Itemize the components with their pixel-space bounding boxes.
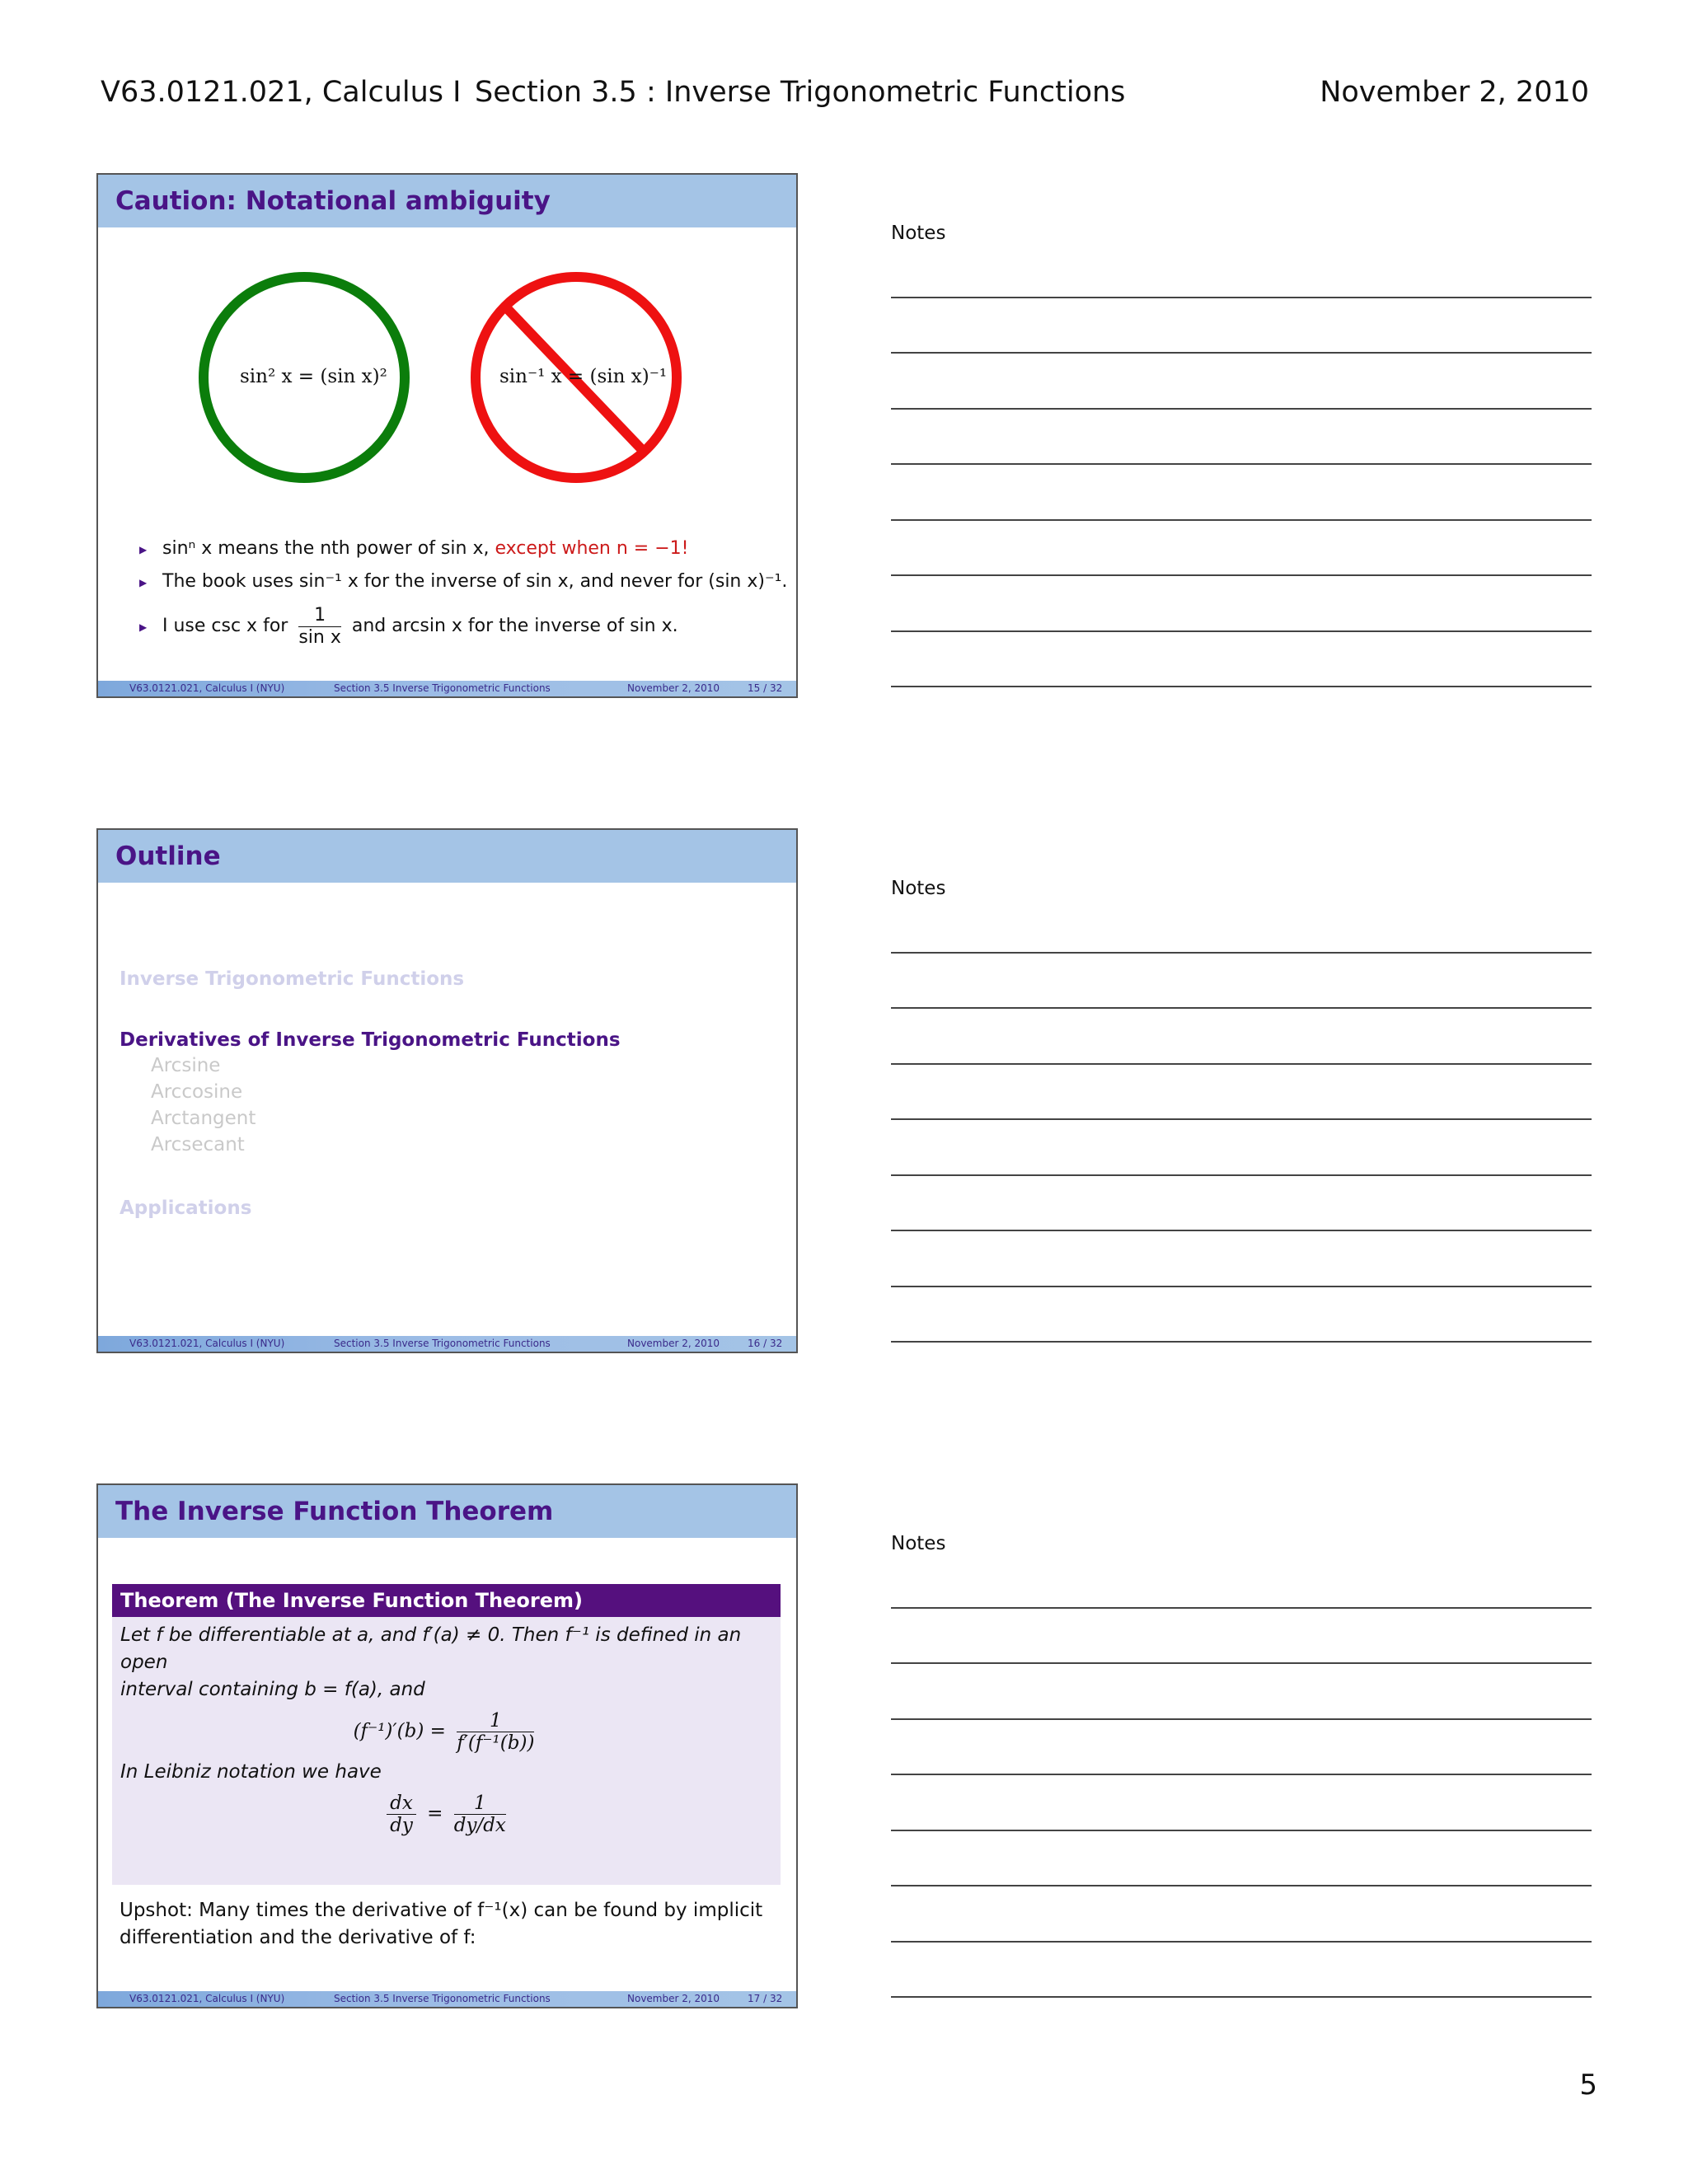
theorem-block [112, 1584, 781, 1885]
footer-course: V63.0121.021, Calculus I (NYU) [129, 682, 285, 694]
notes-line [891, 1118, 1592, 1120]
slide-outline [96, 828, 798, 1353]
equation-lhs: (f⁻¹)′(b) = [353, 1720, 446, 1742]
footer-page-number: 17 / 32 [748, 1993, 783, 2004]
notes-line [891, 1885, 1592, 1886]
footer-course: V63.0121.021, Calculus I (NYU) [129, 1993, 285, 2004]
notes-line [891, 686, 1592, 687]
slide-inverse-function-theorem [96, 1483, 798, 2008]
footer-course: V63.0121.021, Calculus I (NYU) [129, 1338, 285, 1349]
upshot-text [120, 1897, 762, 1952]
page-number: 5 [1579, 2069, 1597, 2102]
theorem-body [112, 1617, 781, 1841]
notes-line [891, 1607, 1592, 1609]
fraction-numerator: 1 [298, 605, 341, 627]
theorem-line: Let f be differentiable at a, and f′(a) ≠ 0. Then f⁻¹ is defined in an open [120, 1624, 742, 1673]
outline-section-applications: Applications [120, 1197, 252, 1219]
fraction-denominator: dy/dx [453, 1815, 506, 1836]
theorem-heading: Theorem (The Inverse Function Theorem) [112, 1584, 781, 1617]
footer-section: Section 3.5 Inverse Trigonometric Functions [334, 1993, 551, 2004]
slide-footer [98, 1991, 796, 2007]
notes-line [891, 1174, 1592, 1176]
slide-title: Outline [98, 830, 796, 883]
footer-section: Section 3.5 Inverse Trigonometric Functions [334, 682, 551, 694]
bullet-book-notation [139, 570, 787, 593]
slide-title: Caution: Notational ambiguity [98, 175, 796, 227]
notes-line [891, 952, 1592, 954]
one-over-dydx-fraction [454, 1793, 506, 1836]
notes-line [891, 297, 1592, 298]
notes-line [891, 1662, 1592, 1664]
footer-section: Section 3.5 Inverse Trigonometric Functions [334, 1338, 551, 1349]
slide-footer [98, 1336, 796, 1352]
notes-line [891, 1718, 1592, 1720]
slide-footer [98, 681, 796, 696]
fraction-denominator: dy [390, 1815, 413, 1836]
header-section: Section 3.5 : Inverse Trigonometric Functions [475, 76, 1126, 109]
equals-sign: = [427, 1802, 443, 1825]
outline-sub-arcsine: Arcsine [151, 1055, 221, 1076]
dx-dy-fraction [387, 1793, 416, 1836]
upshot-line: differentiation and the derivative of f: [120, 1927, 476, 1948]
footer-date: November 2, 2010 [627, 1993, 720, 2004]
bullet-text: I use csc x for [162, 616, 288, 636]
bullet-text: and arcsin x for the inverse of sin x. [351, 616, 678, 636]
outline-sub-arccosine: Arccosine [151, 1081, 243, 1103]
header-date: November 2, 2010 [1320, 76, 1589, 109]
fraction-numerator: 1 [454, 1793, 506, 1815]
notes-line [891, 1341, 1592, 1343]
bullet-csc-arcsin [139, 603, 787, 649]
notes-line [891, 1996, 1592, 1998]
notes-line [891, 463, 1592, 465]
leibniz-text: In Leibniz notation we have [120, 1761, 382, 1783]
outline-list [120, 968, 621, 1219]
fraction-numerator: 1 [457, 1710, 534, 1732]
slide-title: The Inverse Function Theorem [98, 1485, 796, 1538]
notes-line [891, 574, 1592, 576]
notes-line [891, 352, 1592, 354]
notes-line [891, 408, 1592, 410]
header-course: V63.0121.021, Calculus I [101, 76, 462, 109]
caution-bullets [139, 537, 787, 659]
fraction-denominator: sin x [298, 626, 341, 648]
notes-line [891, 1941, 1592, 1943]
outline-sub-arctangent: Arctangent [151, 1108, 256, 1129]
fraction-denominator: f′(f⁻¹(b)) [457, 1732, 535, 1754]
notes-label: Notes [891, 223, 946, 244]
notes-label: Notes [891, 1533, 946, 1554]
bullet-text: The book uses sin⁻¹ x for the inverse of sin x, and never for (sin x)⁻¹. [162, 571, 788, 592]
footer-page-number: 16 / 32 [748, 1338, 783, 1349]
leibniz-equation [120, 1793, 772, 1836]
upshot-line: Upshot: Many times the derivative of f⁻¹(x) can be found by implicit [120, 1900, 763, 1921]
notes-line [891, 1230, 1592, 1231]
inverse-derivative-equation [120, 1710, 772, 1754]
slide-notational-ambiguity [96, 173, 798, 698]
notes-line [891, 1286, 1592, 1287]
outline-sub-arcsecant: Arcsecant [151, 1134, 245, 1155]
footer-date: November 2, 2010 [627, 682, 720, 694]
notes-label: Notes [891, 878, 946, 899]
notes-line [891, 1830, 1592, 1831]
sin-inverse-equation: sin⁻¹ x = (sin x)⁻¹ [499, 366, 668, 387]
footer-date: November 2, 2010 [627, 1338, 720, 1349]
fraction-numerator: dx [387, 1793, 416, 1815]
notes-line [891, 630, 1592, 632]
bullet-nth-power [139, 537, 787, 560]
footer-page-number: 15 / 32 [748, 682, 783, 694]
theorem-line: interval containing b = f(a), and [120, 1679, 425, 1700]
notes-line [891, 519, 1592, 521]
bullet-text: sinⁿ x means the nth power of sin x, [162, 538, 490, 559]
bullet-highlight: except when n = −1! [495, 538, 689, 559]
outline-section-inverse-trig: Inverse Trigonometric Functions [120, 968, 465, 990]
equation-fraction [457, 1710, 534, 1754]
outline-section-derivatives: Derivatives of Inverse Trigonometric Functions [120, 1029, 621, 1051]
notes-line [891, 1774, 1592, 1775]
notes-line [891, 1007, 1592, 1009]
sin-squared-equation: sin² x = (sin x)² [240, 366, 387, 387]
fraction-one-over-sin [298, 605, 341, 649]
notes-line [891, 1063, 1592, 1065]
